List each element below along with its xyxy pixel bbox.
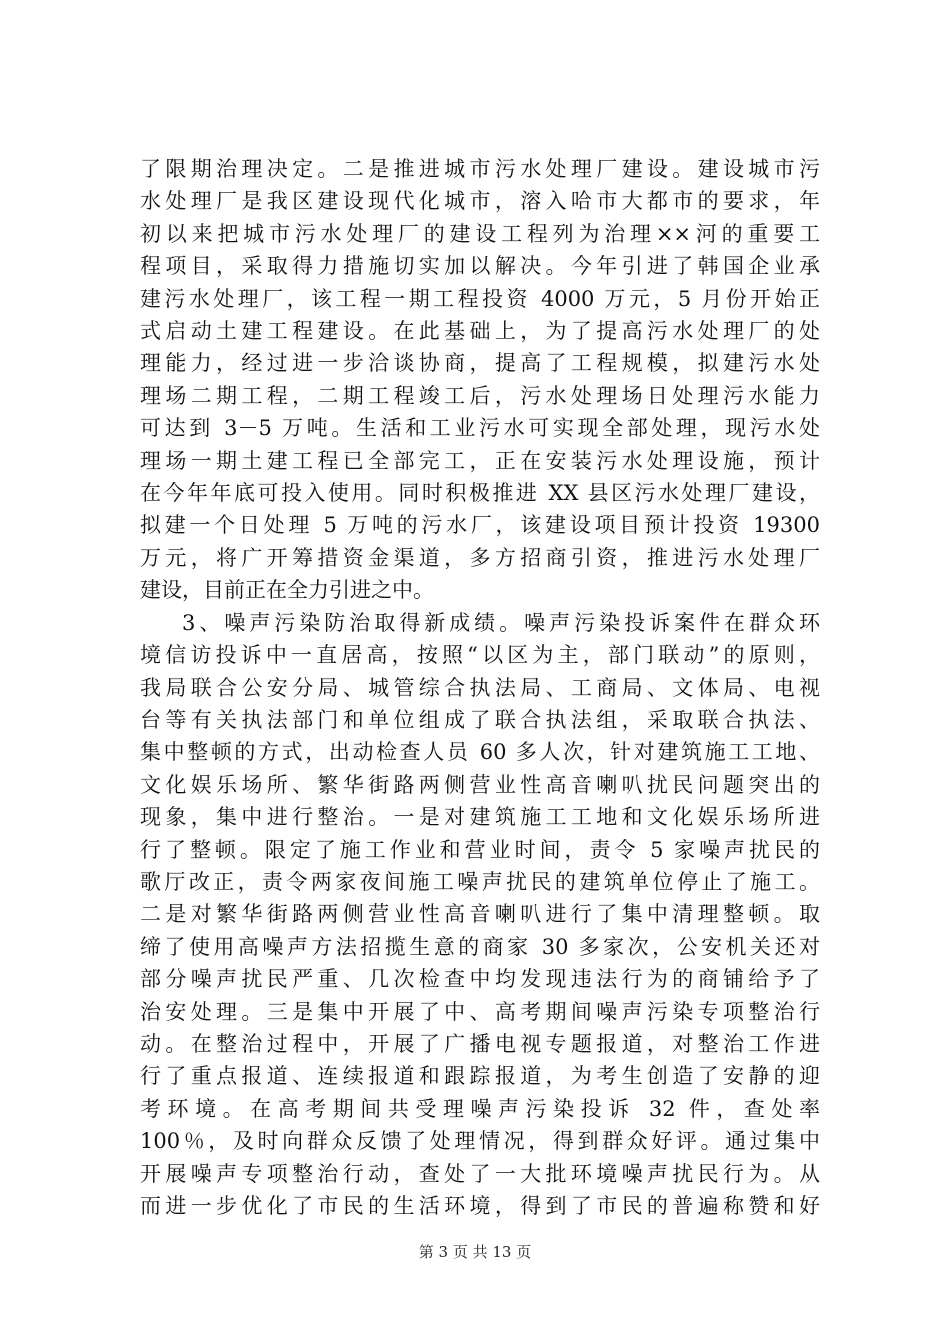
text-line: 而进一步优化了市民的生活环境，得到了市民的普遍称赞和好 xyxy=(140,1194,820,1218)
body-text xyxy=(140,153,820,1222)
text-line: 治安处理。三是集中开展了中、高考期间噪声污染专项整治行 xyxy=(140,999,820,1024)
text-line: 水处理厂是我区建设现代化城市，溶入哈市大都市的要求，年 xyxy=(140,189,820,214)
text-line: 程项目，采取得力措施切实加以解决。今年引进了韩国企业承 xyxy=(140,254,820,279)
text-line: 台等有关执法部门和单位组成了联合执法组，采取联合执法、 xyxy=(140,707,820,732)
page-footer: 第 3 页 共 13 页 xyxy=(418,1243,532,1261)
text-line: 了限期治理决定。二是推进城市污水处理厂建设。建设城市污 xyxy=(140,157,820,181)
text-line: 100％，及时向群众反馈了处理情况，得到群众好评。通过集中 xyxy=(140,1129,820,1154)
text-line: 理场一期土建工程已全部完工，正在安装污水处理设施，预计 xyxy=(140,448,820,473)
text-line: 动。在整治过程中，开展了广播电视专题报道，对整治工作进 xyxy=(140,1031,820,1056)
text-line: 初以来把城市污水处理厂的建设工程列为治理××河的重要工 xyxy=(140,221,820,246)
text-line: 3、噪声污染防治取得新成绩。噪声污染投诉案件在群众环 xyxy=(182,610,820,635)
text-line: 理场二期工程，二期工程竣工后，污水处理场日处理污水能力 xyxy=(140,383,820,408)
text-line: 我局联合公安分局、城管综合执法局、工商局、文体局、电视 xyxy=(140,675,820,700)
text-line: 现象，集中进行整治。一是对建筑施工工地和文化娱乐场所进 xyxy=(140,805,820,830)
text-line: 拟建一个日处理 5 万吨的污水厂，该建设项目预计投资 19300 xyxy=(140,513,820,538)
text-line: 行了整顿。限定了施工作业和营业时间，责令 5 家噪声扰民的 xyxy=(140,837,820,862)
text-line: 可达到 3－5 万吨。生活和工业污水可实现全部处理，现污水处 xyxy=(140,416,820,441)
text-line: 文化娱乐场所、繁华街路两侧营业性高音喇叭扰民问题突出的 xyxy=(140,772,820,797)
text-line: 歌厅改正，责令两家夜间施工噪声扰民的建筑单位停止了施工。 xyxy=(140,869,820,894)
text-line: 理能力，经过进一步洽谈协商，提高了工程规模，拟建污水处 xyxy=(140,351,820,376)
text-line: 境信访投诉中一直居高，按照“以区为主，部门联动”的原则， xyxy=(140,643,820,668)
text-line: 建污水处理厂，该工程一期工程投资 4000 万元，5 月份开始正 xyxy=(140,286,820,311)
text-line: 考环境。在高考期间共受理噪声污染投诉 32 件，查处率 xyxy=(140,1096,820,1121)
text-line: 在今年年底可投入使用。同时积极推进 XX 县区污水处理厂建设， xyxy=(140,481,820,506)
text-line: 万元，将广开筹措资金渠道，多方招商引资，推进污水处理厂 xyxy=(140,545,820,570)
text-line: 部分噪声扰民严重、几次检查中均发现违法行为的商铺给予了 xyxy=(140,967,820,992)
text-line: 开展噪声专项整治行动，查处了一大批环境噪声扰民行为。从 xyxy=(140,1161,820,1186)
text-line: 建设，目前正在全力引进之中。 xyxy=(140,578,434,603)
text-line: 集中整顿的方式，出动检查人员 60 多人次，针对建筑施工工地、 xyxy=(140,740,820,765)
text-line: 行了重点报道、连续报道和跟踪报道，为考生创造了安静的迎 xyxy=(140,1064,820,1089)
text-line: 二是对繁华街路两侧营业性高音喇叭进行了集中清理整顿。取 xyxy=(140,902,820,927)
text-line: 式启动土建工程建设。在此基础上，为了提高污水处理厂的处 xyxy=(140,319,820,344)
text-line: 缔了使用高噪声方法招揽生意的商家 30 多家次，公安机关还对 xyxy=(140,934,820,959)
